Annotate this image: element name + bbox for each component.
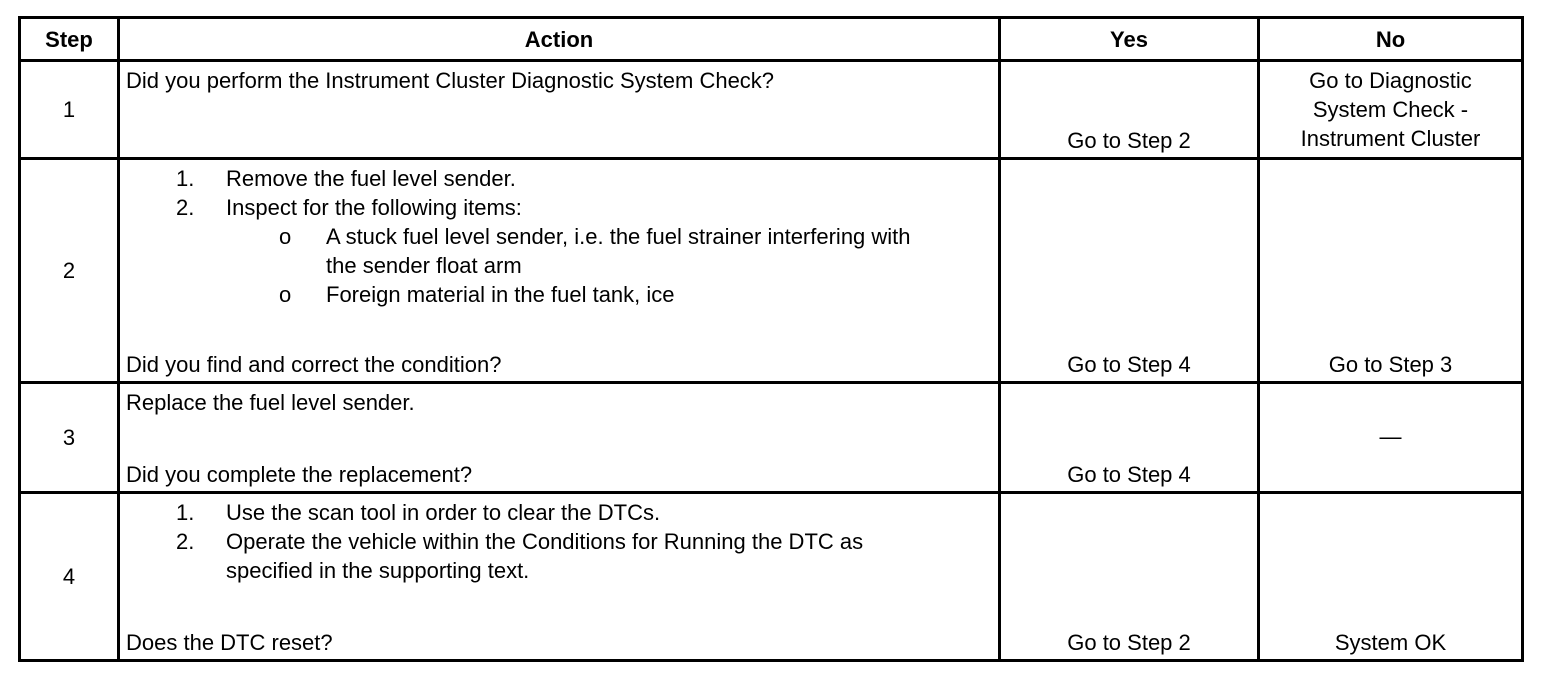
item-text: Inspect for the following items: <box>226 195 522 220</box>
item-text: Remove the fuel level sender. <box>226 166 516 191</box>
item-number: 1. <box>176 166 195 191</box>
numbered-item <box>126 164 992 193</box>
numbered-item <box>126 527 992 585</box>
action-text: Did you perform the Instrument Cluster Diagnostic System Check? <box>126 68 775 93</box>
header-row <box>20 18 1523 61</box>
yes-cell: Go to Step 2 <box>1000 493 1259 661</box>
diagnostic-table <box>18 16 1524 662</box>
action-question: Did you find and correct the condition? <box>126 352 502 377</box>
bullet-mark: o <box>279 282 292 307</box>
item-line: specified in the supporting text. <box>226 558 530 583</box>
numbered-item <box>126 498 992 527</box>
header-no: No <box>1259 18 1523 61</box>
no-cell: System OK <box>1259 493 1523 661</box>
no-cell: Go to Step 3 <box>1259 159 1523 383</box>
step-number: 2 <box>20 159 119 383</box>
no-cell <box>1259 61 1523 159</box>
bullet-line: Foreign material in the fuel tank, ice <box>326 282 675 307</box>
step-number: 3 <box>20 383 119 493</box>
yes-cell: Go to Step 2 <box>1000 61 1259 159</box>
item-line: Operate the vehicle within the Conditions for Running the DTC as <box>226 529 864 554</box>
action-cell <box>119 159 1000 383</box>
action-cell <box>119 493 1000 661</box>
yes-cell: Go to Step 4 <box>1000 159 1259 383</box>
table-row <box>20 159 1523 383</box>
bullet-line: the sender float arm <box>326 253 522 278</box>
item-text <box>226 527 992 585</box>
item-number: 2. <box>176 195 195 220</box>
action-cell <box>119 61 1000 159</box>
table-row <box>20 383 1523 493</box>
no-line: Instrument Cluster <box>1300 126 1481 151</box>
header-step: Step <box>20 18 119 61</box>
bullet-line: A stuck fuel level sender, i.e. the fuel strainer interfering with <box>326 224 911 249</box>
bullet-mark: o <box>279 224 292 249</box>
item-number: 1. <box>176 500 195 525</box>
bullet-text <box>326 222 992 280</box>
yes-cell: Go to Step 4 <box>1000 383 1259 493</box>
action-question: Does the DTC reset? <box>126 630 333 655</box>
action-text: Replace the fuel level sender. <box>126 390 415 415</box>
item-text <box>226 498 992 527</box>
action-question: Did you complete the replacement? <box>126 462 473 487</box>
step-number: 4 <box>20 493 119 661</box>
table-row <box>20 61 1523 159</box>
action-cell <box>119 383 1000 493</box>
bullet-item <box>126 222 992 280</box>
no-cell: — <box>1259 383 1523 493</box>
no-line: Go to Diagnostic <box>1309 68 1472 93</box>
header-yes: Yes <box>1000 18 1259 61</box>
step-number: 1 <box>20 61 119 159</box>
no-line: System Check - <box>1312 97 1469 122</box>
bullet-text <box>326 280 992 309</box>
item-line: Use the scan tool in order to clear the DTCs. <box>226 500 661 525</box>
numbered-item <box>126 193 992 222</box>
bullet-item <box>126 280 992 309</box>
table-row <box>20 493 1523 661</box>
header-action: Action <box>119 18 1000 61</box>
item-number: 2. <box>176 529 195 554</box>
